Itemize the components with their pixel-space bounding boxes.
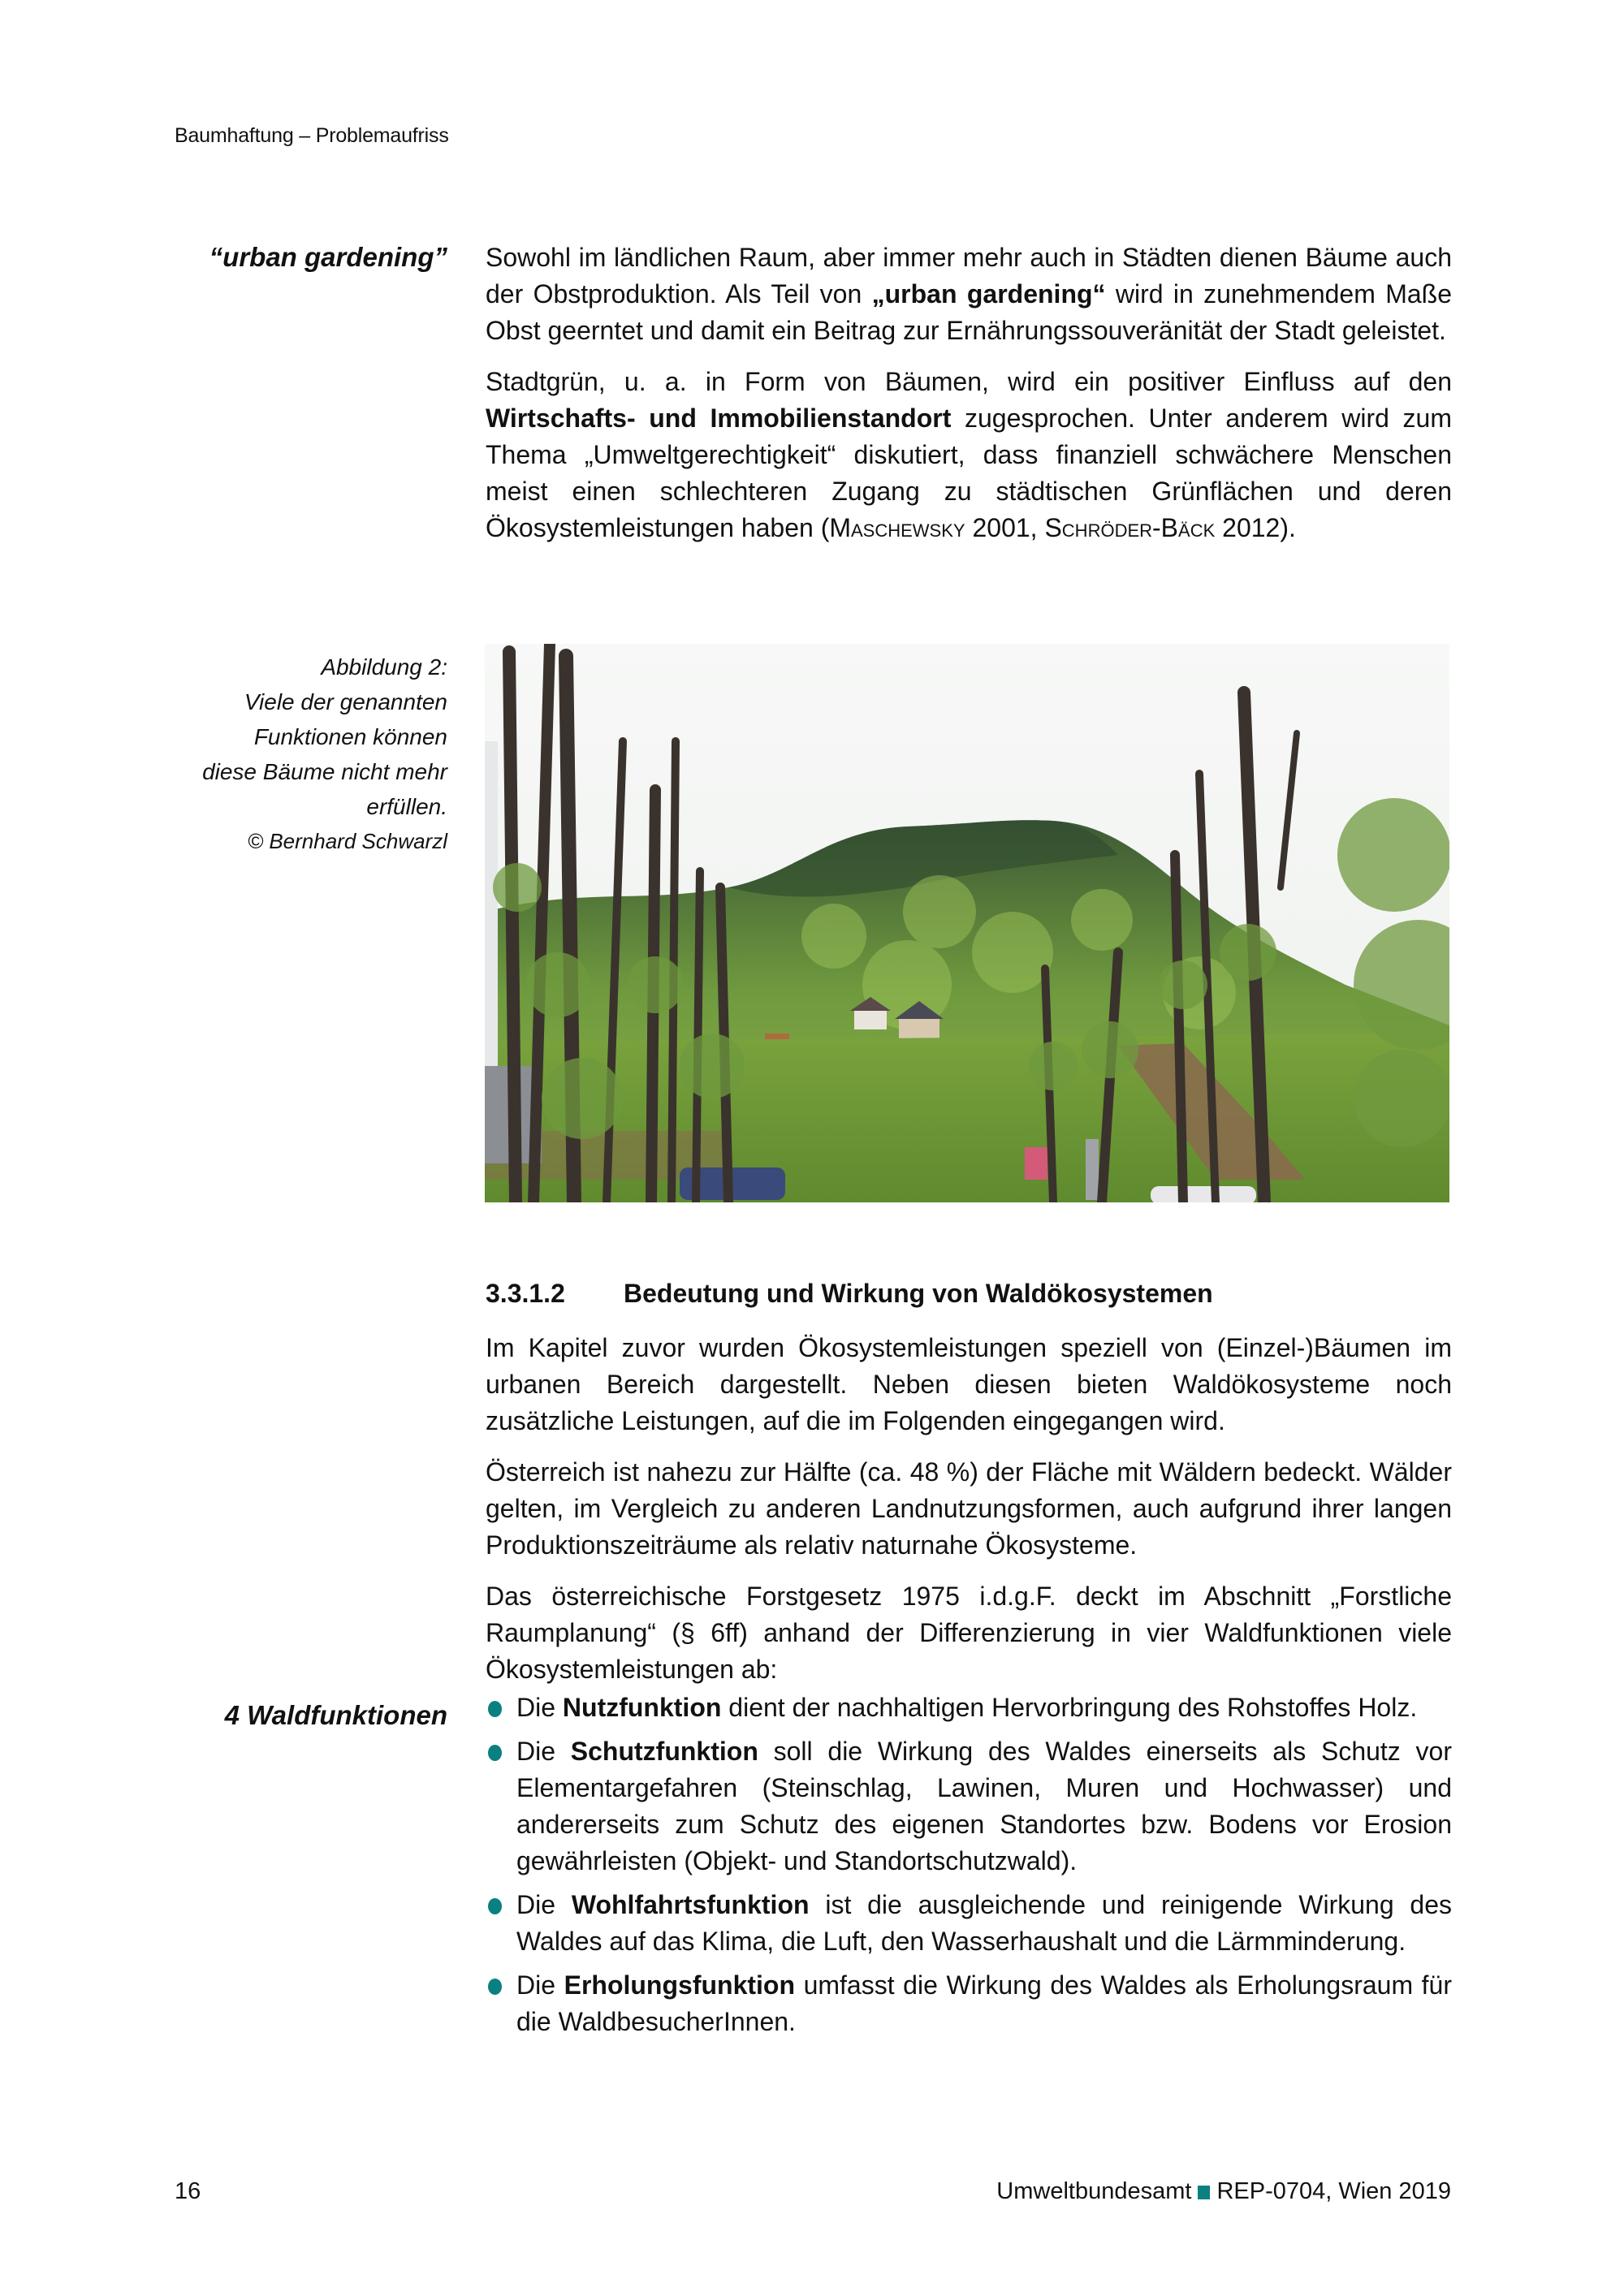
bullet-icon bbox=[488, 1979, 502, 1995]
margin-note-waldfunktionen: 4 Waldfunktionen bbox=[224, 1700, 447, 1730]
paragraph-urban-gardening: Sowohl im ländlichen Raum, aber immer mehr auch in Städten dienen Bäume auch der Obstproduktion. Als Teil von „urban gardening“ wird in zunehmendem Maße Obst geerntet und damit ein Beitrag zur Ernährungssouveränität der Stadt geleistet. bbox=[486, 243, 1453, 345]
section-number: 3.3.1.2 bbox=[486, 1279, 565, 1308]
section-title: Bedeutung und Wirkung von Waldökosystemen bbox=[624, 1279, 1213, 1308]
figure-photo bbox=[485, 644, 1449, 1202]
figure-credit: © Bernhard Schwarzl bbox=[247, 829, 447, 853]
waldfunktionen-list bbox=[486, 1690, 1452, 2040]
teal-square-icon bbox=[1198, 2186, 1210, 2199]
bullet-icon bbox=[488, 1898, 502, 1914]
list-item-nutzfunktion: Die Nutzfunktion dient der nachhaltigen Hervorbringung des Rohstoffes Holz. bbox=[486, 1690, 1452, 1726]
publisher-name: Umweltbundesamt bbox=[996, 2178, 1192, 2204]
bullet-icon bbox=[488, 1745, 502, 1761]
term-wirtschaftsstandort: Wirtschafts- und Immobilienstandort bbox=[486, 404, 952, 433]
citation-maschewsky: Maschewsky bbox=[829, 513, 965, 542]
section-waldoekosysteme bbox=[486, 1330, 1452, 2048]
paragraph-oesterreich-wald: Österreich ist nahezu zur Hälfte (ca. 48 %) der Fläche mit Wäldern bedeckt. Wälder gelten, im Vergleich zu anderen Landnutzungsformen, auch aufgrund ihrer langen Produktionszeiträume als relativ naturnahe Ökosysteme. bbox=[486, 1457, 1452, 1560]
running-header: Baumhaftung – Problemaufriss bbox=[175, 124, 449, 147]
paragraph-kapitel-zuvor: Im Kapitel zuvor wurden Ökosystemleistungen speziell von (Einzel-)Bäumen im urbanen Bereich dargestellt. Neben diesen bieten Waldökosysteme noch zusätzliche Leistungen, auf die im Folgenden eingegangen wird. bbox=[486, 1333, 1452, 1435]
pruned-trees-landscape-image bbox=[485, 644, 1449, 1202]
page-number: 16 bbox=[175, 2178, 201, 2204]
report-id: REP-0704, Wien 2019 bbox=[1216, 2178, 1451, 2204]
section-heading bbox=[486, 1279, 1213, 1309]
section-urban-gardening bbox=[486, 240, 1452, 546]
figure-caption: Abbildung 2: Viele der genannten Funktionen können diese Bäume nicht mehr erfüllen. © Bernhard Schwarzl bbox=[155, 650, 447, 859]
list-item-erholungsfunktion: Die Erholungsfunktion umfasst die Wirkung des Waldes als Erholungsraum für die WaldbesucherInnen. bbox=[486, 1967, 1452, 2040]
list-item-schutzfunktion: Die Schutzfunktion soll die Wirkung des Waldes einerseits als Schutz vor Elementargefahren (Steinschlag, Lawinen, Muren und Hochwasser) und andererseits zum Schutz des eigenen Standortes bzw. Bodens vor Erosion gewährleisten (Objekt- und Standortschutzwald). bbox=[486, 1733, 1452, 1880]
list-item-wohlfahrtsfunktion: Die Wohlfahrtsfunktion ist die ausgleichende und reinigende Wirkung des Waldes auf das Klima, die Luft, den Wasserhaushalt und die Lärmminderung. bbox=[486, 1887, 1452, 1960]
bullet-icon bbox=[488, 1701, 502, 1717]
citation-schroeder-baeck: Schröder-Bäck bbox=[1044, 513, 1216, 542]
figure-label: Abbildung 2: bbox=[321, 654, 447, 680]
footer-publication bbox=[996, 2178, 1451, 2205]
paragraph-forstgesetz: Das österreichische Forstgesetz 1975 i.d.g.F. deckt im Abschnitt „Forstliche Raumplanung“ (§ 6ff) anhand der Differenzierung in vier Waldfunktionen viele Ökosystemleistungen ab: bbox=[486, 1582, 1452, 1684]
term-urban-gardening: „urban gardening“ bbox=[871, 279, 1106, 309]
margin-note-urban-gardening: “urban gardening” bbox=[209, 242, 447, 272]
paragraph-stadtgruen: Stadtgrün, u. a. in Form von Bäumen, wird ein positiver Einfluss auf den Wirtschafts- und Immobilienstandort zugesprochen. Unter anderem wird zum Thema „Umweltgerechtigkeit“ diskutiert, dass finanziell schwächere Menschen meist einen schlechteren Zugang zu städtischen Grünflächen und deren Ökosystemleistungen haben (Maschewsky 2001, Schröder-Bäck 2012). bbox=[486, 367, 1453, 542]
